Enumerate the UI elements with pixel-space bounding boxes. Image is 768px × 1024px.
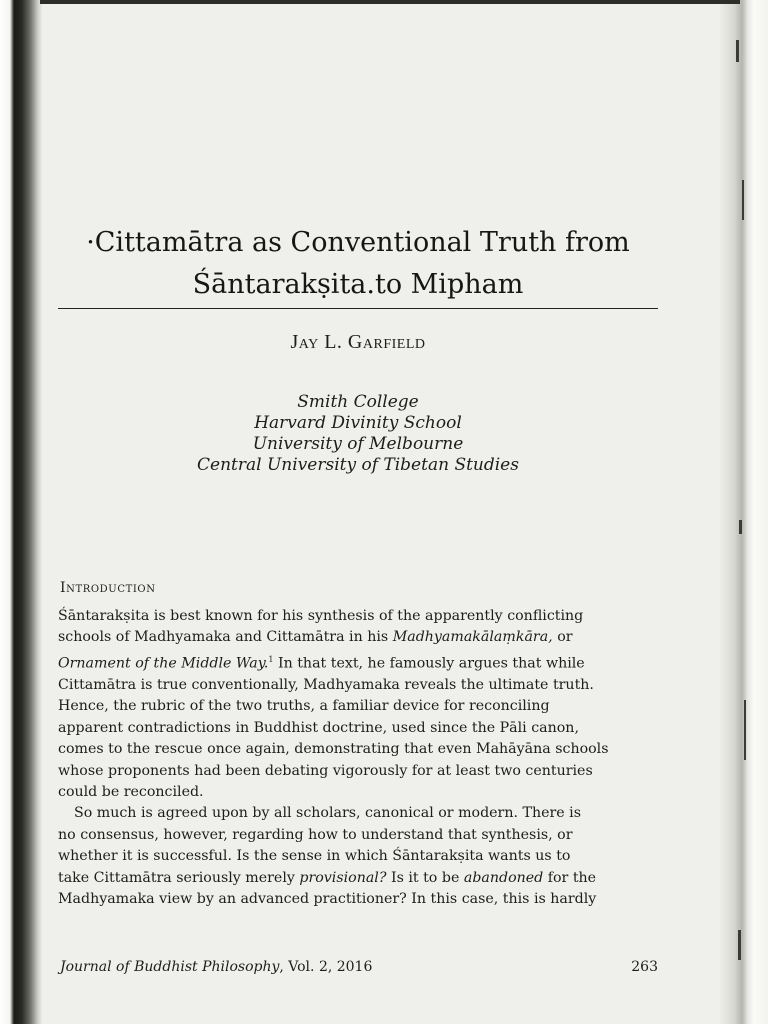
paragraph-line: no consensus, however, regarding how to understand that synthesis, or [58, 826, 573, 843]
scan-artifact [738, 930, 741, 960]
scan-artifact [742, 180, 744, 220]
page-number: 263 [631, 959, 658, 975]
text-run: for the [543, 869, 597, 886]
paragraph-line: Madhyamaka view by an advanced practitioner? In this case, this is hardly [58, 891, 597, 908]
scan-artifact [739, 520, 742, 534]
document-page [58, 0, 658, 1024]
title-rule [58, 308, 658, 309]
author-name: Jay L. Garfield [290, 331, 426, 353]
footnote-marker[interactable]: 1 [268, 654, 274, 664]
scan-artifact [736, 40, 739, 62]
affiliation-item: Smith College [297, 392, 419, 412]
paragraph-line: whose proponents had been debating vigorously for at least two centuries [58, 762, 593, 779]
paragraph-line: Hence, the rubric of the two truths, a familiar device for reconciling [58, 698, 550, 715]
title-line-1: ·Cittamātra as Conventional Truth from [86, 227, 630, 258]
page-edge [720, 0, 768, 1024]
text-run: In that text, he famously argues that while [273, 655, 585, 672]
paragraph-line: could be reconciled. [58, 783, 204, 800]
affiliations [58, 392, 658, 476]
scan-artifact [744, 700, 746, 760]
paragraph-line: comes to the rescue once again, demonstrating that even Mahāyāna schools [58, 741, 609, 758]
journal-volume: , Vol. 2, 2016 [279, 959, 373, 975]
paragraph-line: whether it is successful. Is the sense in which Śāntarakṣita wants us to [58, 848, 571, 865]
text-run: Is it to be [386, 869, 464, 886]
paragraph-line [58, 868, 658, 889]
affiliation-item: Central University of Tibetan Studies [197, 455, 519, 475]
affiliation-item: Harvard Divinity School [254, 413, 462, 433]
text-run-italic: abandoned [463, 869, 544, 886]
paragraph-line [58, 627, 658, 648]
section-heading: Introduction [60, 580, 156, 596]
text-run: or [552, 629, 573, 646]
text-run-italic: Madhyamakālaṃkāra, [392, 629, 553, 646]
affiliation-item: University of Melbourne [252, 434, 464, 454]
paragraph-line: Cittamātra is true conventionally, Madhyamaka reveals the ultimate truth. [58, 676, 594, 693]
article-title [58, 222, 658, 306]
text-run-italic: provisional? [299, 869, 387, 886]
body-text [58, 606, 658, 910]
book-binding-shadow [0, 0, 42, 1024]
paragraph-line: So much is agreed upon by all scholars, canonical or modern. There is [74, 805, 581, 822]
paragraph-line [58, 649, 658, 675]
paragraph-line: apparent contradictions in Buddhist doctrine, used since the Pāli canon, [58, 719, 579, 736]
text-run: schools of Madhyamaka and Cittamātra in his [58, 629, 393, 646]
journal-name: Journal of Buddhist Philosophy [60, 959, 280, 975]
title-line-2: Śāntarakṣita.to Mipham [192, 269, 524, 300]
text-run: take Cittamātra seriously merely [58, 869, 300, 886]
journal-citation [60, 959, 372, 975]
text-run-italic: Ornament of the Middle Way. [58, 655, 269, 672]
paragraph-line: Śāntarakṣita is best known for his synthesis of the apparently conflicting [58, 608, 584, 624]
